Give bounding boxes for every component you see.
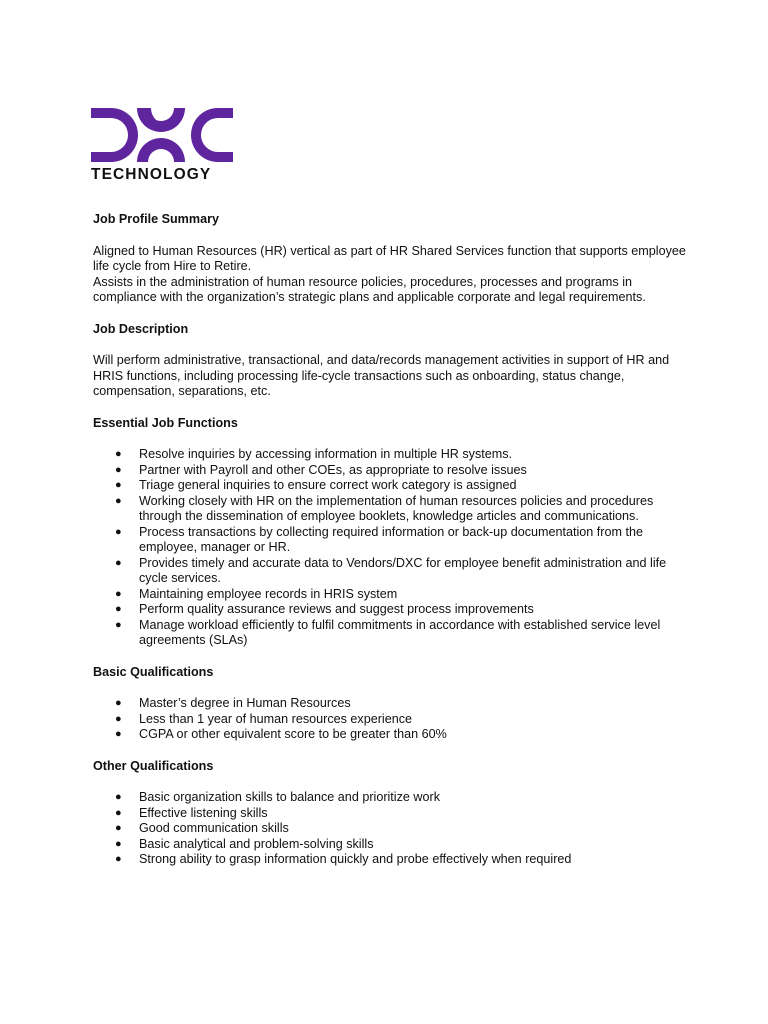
list-item: [93, 618, 693, 649]
list-item: [93, 852, 693, 868]
bullet-icon: ●: [115, 728, 122, 740]
list-item-text: Maintaining employee records in HRIS system: [139, 586, 398, 601]
dxc-technology-logo: [91, 108, 233, 184]
document-body: [93, 212, 693, 868]
list-item: [93, 463, 693, 479]
summary-paragraph-2: Assists in the administration of human resource policies, procedures, processes and programs in compliance with the organization’s strategic plans and applicable corporate and legal requirements.: [93, 274, 646, 304]
summary-paragraph-1: Aligned to Human Resources (HR) vertical as part of HR Shared Services function that supports employee life cycle from Hire to Retire.: [93, 243, 686, 273]
list-item-text: Triage general inquiries to ensure correct work category is assigned: [139, 478, 517, 492]
dxc-logo-mark-icon: [91, 108, 233, 162]
list-item-text: Partner with Payroll and other COEs, as appropriate to resolve issues: [139, 462, 527, 477]
section-job-profile-summary: [93, 212, 693, 306]
list-item: [93, 821, 693, 837]
logo-wordmark: TECHNOLOGY: [91, 166, 212, 183]
list-item-text: Good communication skills: [139, 821, 289, 835]
description-paragraph: Will perform administrative, transactional, and data/records management activities in support of HR and HRIS functions, including processing life-cycle transactions such as onboarding, status change, compensation, separations, etc.: [93, 353, 670, 398]
bullet-icon: ●: [115, 618, 122, 631]
bullet-icon: ●: [115, 837, 122, 850]
list-item: [93, 806, 693, 822]
heading-essential-job-functions: Essential Job Functions: [93, 415, 238, 430]
list-item-text: Perform quality assurance reviews and suggest process improvements: [139, 602, 534, 616]
list-item: [93, 494, 693, 525]
list-item-text: CGPA or other equivalent score to be greater than 60%: [139, 727, 447, 741]
heading-basic-qualifications: Basic Qualifications: [93, 664, 214, 679]
section-job-description: [93, 322, 693, 400]
list-item-text: Strong ability to grasp information quickly and probe effectively when required: [139, 852, 572, 866]
list-item-text: Master’s degree in Human Resources: [139, 696, 351, 710]
list-item: [93, 587, 693, 603]
list-item: [93, 712, 693, 728]
other-qualifications-list: [93, 790, 693, 868]
bullet-icon: ●: [115, 822, 122, 834]
basic-qualifications-list: [93, 696, 693, 743]
list-item-text: Process transactions by collecting required information or back-up documentation from the employee, manager or HR.: [139, 524, 644, 554]
essential-functions-list: [93, 447, 693, 649]
bullet-icon: ●: [115, 853, 122, 865]
bullet-icon: ●: [115, 697, 122, 709]
bullet-icon: ●: [115, 525, 122, 538]
list-item-text: Basic analytical and problem-solving skills: [139, 836, 374, 851]
bullet-icon: ●: [115, 806, 122, 819]
bullet-icon: ●: [115, 587, 122, 600]
list-item-text: Effective listening skills: [139, 805, 268, 820]
list-item-text: Provides timely and accurate data to Vendors/DXC for employee benefit administration and life cycle services.: [139, 555, 667, 585]
bullet-icon: ●: [115, 556, 122, 569]
section-essential-job-functions: [93, 416, 693, 649]
list-item: [93, 447, 693, 463]
section-basic-qualifications: [93, 665, 693, 743]
section-other-qualifications: [93, 759, 693, 868]
list-item: [93, 696, 693, 712]
bullet-icon: ●: [115, 494, 122, 507]
bullet-icon: ●: [115, 448, 122, 460]
list-item-text: Basic organization skills to balance and prioritize work: [139, 790, 440, 804]
bullet-icon: ●: [115, 463, 122, 476]
list-item-text: Less than 1 year of human resources experience: [139, 711, 413, 726]
list-item: [93, 478, 693, 494]
list-item: [93, 790, 693, 806]
list-item: [93, 602, 693, 618]
list-item: [93, 525, 693, 556]
bullet-icon: ●: [115, 603, 122, 615]
bullet-icon: ●: [115, 479, 122, 491]
bullet-icon: ●: [115, 712, 122, 725]
list-item: [93, 727, 693, 743]
list-item-text: Manage workload efficiently to fulfil commitments in accordance with established service level agreements (SLAs): [139, 617, 661, 647]
list-item: [93, 556, 693, 587]
list-item-text: Resolve inquiries by accessing information in multiple HR systems.: [139, 447, 513, 461]
list-item-text: Working closely with HR on the implementation of human resources policies and procedures through the dissemination of employee booklets, knowledge articles and communications.: [139, 493, 654, 523]
heading-job-description: Job Description: [93, 321, 189, 336]
heading-other-qualifications: Other Qualifications: [93, 758, 214, 773]
list-item: [93, 837, 693, 853]
bullet-icon: ●: [115, 791, 122, 803]
heading-job-profile-summary: Job Profile Summary: [93, 212, 219, 226]
